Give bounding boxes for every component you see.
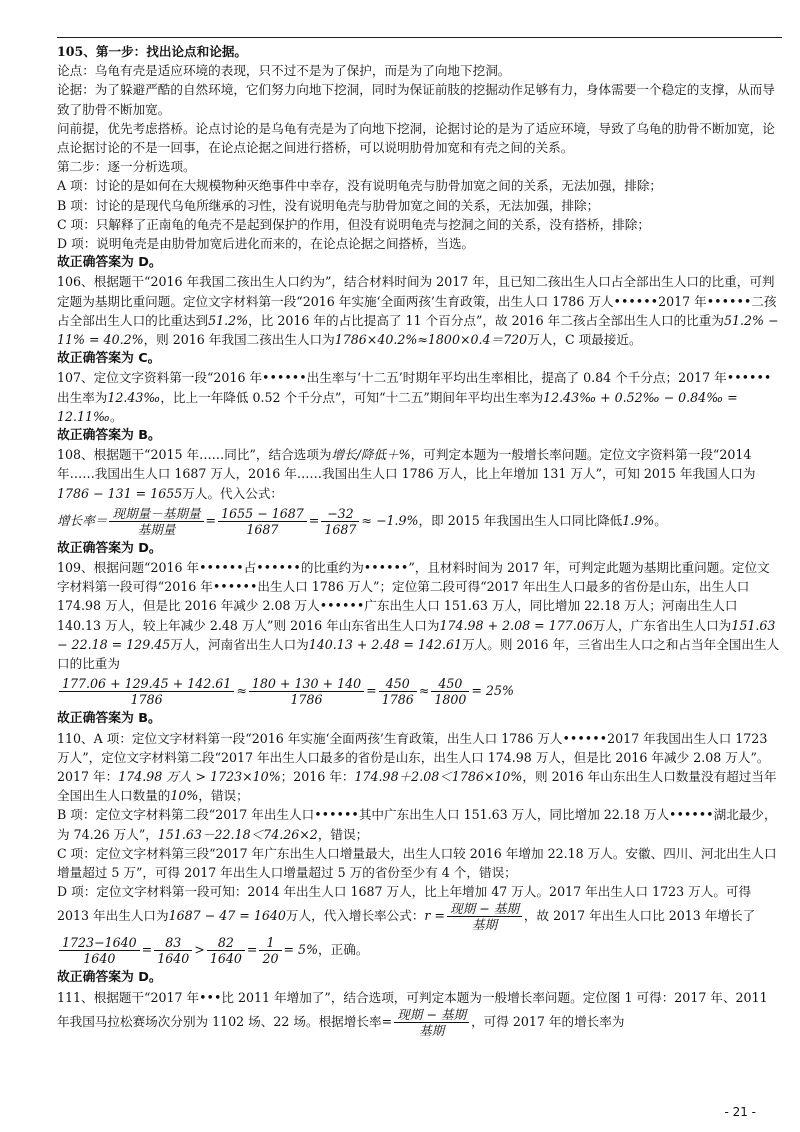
q105-analysis: 问前提，优先考虑搭桥。论点讨论的是乌龟有壳是为了向地下挖洞，论据讨论的是为了适应环境，导致了乌龟的肋骨不断加宽，论点论据讨论的不是一回事，在论点论据之间进行搭桥，可以说明肋骨加宽和有壳之间的关系。 <box>57 120 775 156</box>
q110-option-c: C 项：定位文字材料第三段“2017 年广东出生人口增量最大，出生人口较 2016 年增加 22.18 万人。安徽、四川、河北出生人口增量超过 5 万”，可得 2017 年出生人口增量超过 5 万的省份至少有 4 个，错误； <box>57 845 777 880</box>
q109-body: 109、根据问题“2016 年••••••占••••••的比重约为••••••”，且材料时间为 2017 年，可判定此题为基期比重问题。定位文字材料第一段可得“2016 年••••••出生人口 1786 万人”；定位第二段可得“2017 年出生人口最多的省份是山东，出生人口 174.98 万人，但是比 2016 年减少 2.08 万人••••••广东出生人口 151.63 万人，同比增加 22.18 万人；河南出生人口 140.13 万人，较上年减少 2.48 万人”则 2016 年山东省出生人口为174.98 + 2.08 = 177.06万人，广东省出生人口为151.63 − 22.18 = 129.45万人，河南省出生人口为140.13 + 2.48 = 142.61万人。则 2016 年，三省出生人口之和占当年全国出生人口的比重为 <box>57 560 780 672</box>
q105-claim: 论点：乌龟有壳是适应环境的表现，只不过不是为了保护，而是为了向地下挖洞。 <box>57 63 511 79</box>
q108-body: 108、根据题干“2015 年……同比”，结合选项为增长/降低＋%，可判定本题为一般增长率问题。定位文字资料第一段“2014 年……我国出生人口 1687 万人，2016 年……我国出生人口 1786 万人，比上年增加 131 万人”，可知 2015 年我国人口为1786 − 131 = 1655万人。代入公式： <box>57 447 756 501</box>
q111-growth-formula: $\frac{\text{现期 − 基期}}{\text{基期}}$ <box>394 1007 469 1038</box>
q108-frac-1: $\frac{\text{现期量－基期量}}{\text{基期量}}$ <box>109 506 203 537</box>
q108-frac-3: $\frac{-32}{1687}$ <box>321 506 359 537</box>
q105-head: 105、第一步：找出论点和论据。 <box>57 44 248 59</box>
q105-answer: 故正确答案为 D。 <box>57 255 162 271</box>
page-number: - 21 - <box>724 1105 756 1119</box>
q110-growth-formula: $\frac{\text{现期 − 基期}}{\text{基期}}$ <box>447 901 522 932</box>
q109-frac-3: $\frac{450}{1786}$ <box>379 676 417 707</box>
q105-option-d: D 项：说明龟壳是由肋骨加宽后进化而来的，在论点论据之间搭桥，当选。 <box>57 236 475 252</box>
q105-option-c: C 项：只解释了正南龟的龟壳不是起到保护的作用，但没有说明龟壳与挖洞之间的关系，没有搭桥，排除； <box>57 216 650 232</box>
q109-frac-4: $\frac{450}{1800}$ <box>431 676 469 707</box>
q110-frac-2: $\frac{83}{1640}$ <box>154 935 192 966</box>
q109-formula: $\frac{177.06 + 129.45 + 142.61}{1786}$ ≈ $\frac{180 + 130 + 140}{1786}$ = $\frac{450}{1786}$ ≈ $\frac{450}{1800}$ = 25% <box>57 673 782 709</box>
q110-frac-4: $\frac{1}{20}$ <box>259 935 281 966</box>
q110-formula: $\frac{1723-1640}{1640}$ = $\frac{83}{1640}$ > $\frac{82}{1640}$ = $\frac{1}{20}$ = 5%，正确。 <box>57 932 782 968</box>
header-rule <box>57 37 782 38</box>
document-body <box>57 42 782 1038</box>
q105-option-a: A 项：讨论的是如何在大规模物种灭绝事件中幸存，没有说明龟壳与肋骨加宽之间的关系，无法加强，排除； <box>57 178 663 194</box>
q105-step2: 第二步：逐一分析选项。 <box>57 159 196 175</box>
q109-frac-1: $\frac{177.06 + 129.45 + 142.61}{1786}$ <box>59 676 234 707</box>
q110-option-b: B 项：定位文字材料第二段“2017 年出生人口••••••其中广东出生人口 151.63 万人，同比增加 22.18 万人••••••湖北最少，为 74.26 万人”，151.63－22.18＜74.26×2，错误； <box>57 807 777 842</box>
q110-option-d: D 项：定位文字材料第一段可知：2014 年出生人口 1687 万人，比上年增加 47 万人。2017 年出生人口 1723 万人。可得 2013 年出生人口为1687 − 47 = 1640万人，代入增长率公式：r = $\frac{\text{现期 − 基期}}{\text{基期}}$ ，故 2017 年出生人口比 2013 年增长了 <box>57 884 756 933</box>
q110-frac-1: $\frac{1723-1640}{1640}$ <box>59 935 140 966</box>
q107-body: 107、定位文字资料第一段“2016 年••••••出生率与‘十二五’时期年平均出生率相比，提高了 0.84 个千分点；2017 年••••••出生率为12.43‰，比上一年降低 0.52 个千分点”，可知“十二五”期间年平均出生率为12.43‰ + 0.52‰ − 0.84‰ = 12.11‰。 <box>57 370 772 424</box>
q110-answer: 故正确答案为 D。 <box>57 970 162 986</box>
q105-option-b: B 项：讨论的是现代乌龟所继承的习性，没有说明龟壳与肋骨加宽之间的关系，无法加强，排除； <box>57 197 600 213</box>
q109-answer: 故正确答案为 B。 <box>57 711 161 727</box>
q106-answer: 故正确答案为 C。 <box>57 351 161 367</box>
q107-answer: 故正确答案为 B。 <box>57 428 161 444</box>
q108-formula: 增长率＝ $\frac{\text{现期量－基期量}}{\text{基期量}}$ = $\frac{1655 - 1687}{1687}$ = $\frac{-32}{1687}$ ≈ −1.9%，即 2015 年我国出生人口同比降低1.9%。 <box>57 505 667 537</box>
q108-answer: 故正确答案为 D。 <box>57 540 162 556</box>
q105-evidence: 论据：为了躲避严酷的自然环境，它们努力向地下挖洞，同时为保证前肢的挖掘动作足够有力，身体需要一个稳定的支撑，从而导致了肋骨不断加宽。 <box>57 82 775 117</box>
q110-frac-3: $\frac{82}{1640}$ <box>207 935 245 966</box>
q111-body: 111、根据题干“2017 年•••比 2011 年增加了”，结合选项，可判定本题为一般增长率问题。定位图 1 可得：2017 年、2011 年我国马拉松赛场次分别为 1102 场、22 场。根据增长率= $\frac{\text{现期 − 基期}}{\text{基期}}$ ，可得 2017 年的增长率为 <box>57 989 768 1038</box>
q106-body: 106、根据题干“2016 年我国二孩出生人口约为”，结合材料时间为 2017 年，且已知二孩出生人口占全部出生人口的比重，可判定题为基期比重问题。定位文字材料第一段“2016 年实施‘全面两孩’生育政策，出生人口 1786 万人••••••2017 年••••••二孩占全部出生人口的比重达到51.2%，比 2016 年的占比提高了 11 个百分点”，故 2016 年二孩占全部出生人口的比重为51.2% − 11% = 40.2%，则 2016 年我国二孩出生人口为1786×40.2%≈1800×0.4＝720万人，C 项最接近。 <box>57 274 779 348</box>
q110-option-a: 110、A 项：定位文字材料第一段“2016 年实施‘全面两孩’生育政策，出生人口 1786 万人••••••2017 年我国出生人口 1723 万人”，定位文字材料第二段“2017 年出生人口最多的省份是山东，出生人口 174.98 万人，但是比 2016 年减少 2.08 万人”。 2017 年：174.98 万人 > 1723×10%；2016 年：174.98＋2.08＜1786×10%，则 2016 年山东出生人口数量没有超过当年全国出生人口数量的10%，错误； <box>57 730 777 804</box>
q108-frac-2: $\frac{1655 - 1687}{1687}$ <box>218 506 307 537</box>
q109-frac-2: $\frac{180 + 130 + 140}{1786}$ <box>249 676 364 707</box>
